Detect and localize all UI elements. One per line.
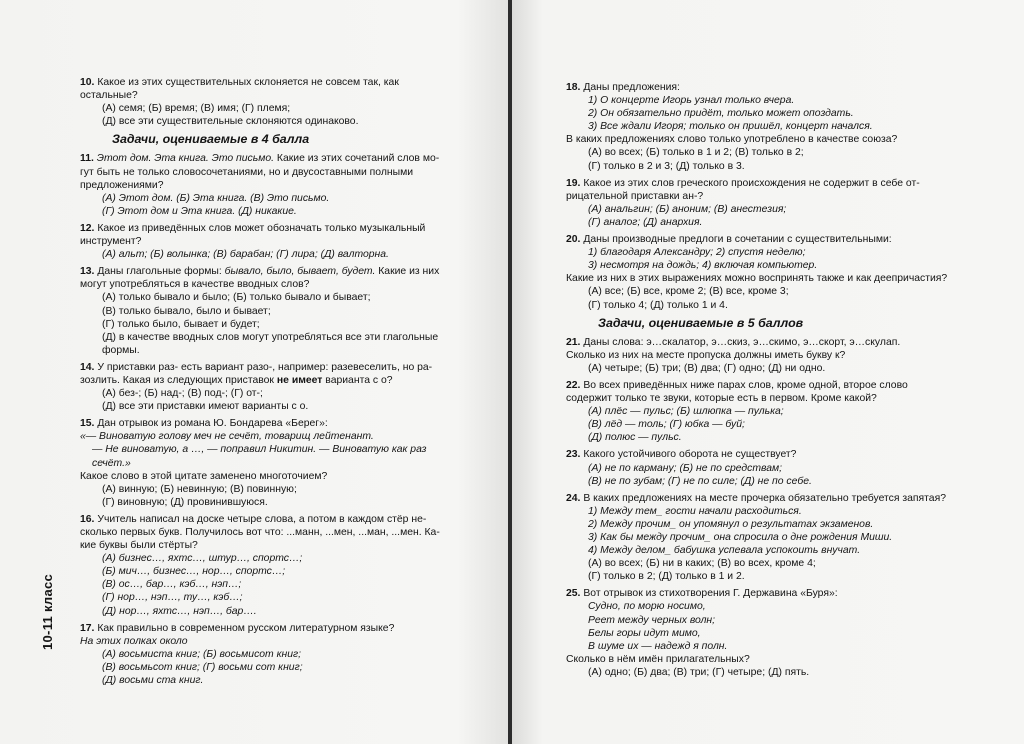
answer-options: (Д) нор…, яхтс…, нэп…, бар….	[102, 605, 257, 617]
question-number: 22.	[566, 379, 581, 391]
question-25	[566, 587, 952, 679]
question-21	[566, 336, 952, 375]
answer-options: (Г) только в 2 и 3; (Д) только в 3.	[588, 160, 745, 172]
question-number: 12.	[80, 222, 95, 234]
question-phrase: бывало, было, бывает, будет.	[224, 266, 376, 278]
question-text: Даны производные предлоги в сочетании с существительными:	[583, 234, 892, 246]
question-text: Как правильно в современном русском литературном языке?	[97, 622, 395, 634]
sentence: 3) Все ждали Игоря; только он пришёл, концерт начался.	[588, 121, 873, 133]
question-text: Какие из этих сочетаний слов мо-	[274, 153, 440, 165]
answer-options: (А) во всех; (Б) ни в каких; (В) во всех, кроме 4;	[588, 558, 816, 570]
question-number: 16.	[80, 513, 95, 525]
question-text: Какое из приведённых слов может обозначать только музыкальный	[97, 222, 426, 234]
question-text: Какие из них в этих выражениях можно воспринять также и как деепричастия?	[566, 273, 948, 285]
sentence: 4) Между делом_ бабушка успевала успокоить внучат.	[588, 545, 861, 557]
quote-line: «— Виноватую голову меч не сечёт, товарищ лейтенант.	[80, 431, 374, 443]
answer-options: (Г) виновную; (Д) провинившуюся.	[102, 496, 268, 508]
answer-options: (А) Этот дом. (Б) Эта книга. (В) Это письмо.	[102, 192, 330, 204]
answer-options: (В) лёд — толь; (Г) юбка — буй;	[588, 419, 745, 431]
question-text: Какое слово в этой цитате заменено многоточием?	[80, 470, 328, 482]
answer-options: (Г) только было, бывает и будет;	[102, 318, 260, 330]
sentence: 2) Он обязательно придёт, только может опоздать.	[588, 108, 854, 120]
section-heading-5: Задачи, оцениваемые в 5 баллов	[598, 315, 804, 330]
question-10	[80, 76, 452, 128]
question-text: Какого устойчивого оборота не существует?	[583, 449, 797, 461]
quote-line: сечёт.»	[92, 457, 131, 469]
question-24	[566, 492, 952, 584]
answer-options: (Г) аналог; (Д) анархия.	[588, 216, 703, 228]
answer-options: (В) не по зубам; (Г) не по силе; (Д) не по себе.	[588, 475, 812, 487]
answer-options: (Д) все эти существительные склоняются одинаково.	[102, 116, 359, 128]
question-number: 14.	[80, 361, 95, 373]
grade-label: 10-11 класс	[40, 573, 55, 650]
question-19	[566, 177, 952, 229]
question-number: 24.	[566, 492, 581, 504]
question-text: Дан отрывок из романа Ю. Бондарева «Берег»:	[97, 418, 328, 430]
question-text: Даны слова: э…скалатор, э…скиз, э…скимо, э…скорт, э…скулап.	[583, 336, 901, 348]
sentence: 1) благодаря Александру; 2) спустя неделю;	[588, 247, 806, 259]
answer-options: (А) восьмиста книг; (Б) восьмисот книг;	[102, 648, 302, 660]
sentence: 1) Между тем_ гости начали расходиться.	[588, 505, 802, 517]
question-number: 11.	[80, 153, 94, 165]
answer-options: (Г) только в 2; (Д) только в 1 и 2.	[588, 571, 745, 583]
sentence: 3) Как бы между прочим_ она спросила о дне рождения Миши.	[588, 532, 893, 543]
question-text: В каких предложениях на месте прочерка обязательно требуется запятая?	[583, 492, 946, 504]
question-text: гут быть не только словосочетаниями, но и двусоставными полными	[80, 166, 414, 178]
question-number: 17.	[80, 622, 95, 634]
question-18	[566, 81, 952, 173]
question-text: Учитель написал на доске четыре слова, а потом в каждом стёр не-	[97, 513, 427, 525]
question-text: В каких предложениях слово только употреблено в качестве союза?	[566, 134, 898, 146]
answer-options: (А) плёс — пульс; (Б) шлюпка — пулька;	[588, 406, 784, 418]
question-text: варианта с о?	[325, 374, 393, 386]
sentence: 1) О концерте Игорь узнал только вчера.	[588, 95, 795, 107]
answer-options: (А) все; (Б) все, кроме 2; (В) все, кроме 3;	[588, 286, 789, 298]
question-number: 25.	[566, 588, 581, 600]
question-14	[80, 361, 452, 413]
answer-options: (Г) Этот дом и Эта книга. (Д) никакие.	[102, 205, 297, 217]
question-text: предложениями?	[80, 179, 164, 191]
answer-options: (В) только бывало, было и бывает;	[102, 305, 271, 317]
poem-line: Белы горы идут мимо,	[588, 627, 701, 639]
answer-options: (В) восьмьсот книг; (Г) восьми сот книг;	[102, 661, 303, 673]
right-page	[512, 0, 1024, 744]
question-text: кие буквы были стёрты?	[80, 540, 198, 552]
answer-options: (А) не по карману; (Б) не по средствам;	[588, 462, 782, 474]
answer-options: (В) ос…, бар…, кэб…, нэп…;	[102, 579, 242, 591]
sentence: 2) Между прочим_ он упомянул о результатах экзаменов.	[588, 518, 874, 530]
answer-options: (А) четыре; (Б) три; (В) два; (Г) одно; (Д) ни одно.	[588, 362, 826, 374]
question-12	[80, 222, 452, 261]
answer-options: (А) винную; (Б) невинную; (В) повинную;	[102, 483, 297, 495]
question-number: 23.	[566, 449, 581, 461]
question-16	[80, 513, 452, 618]
question-text: Сколько в нём имён прилагательных?	[566, 653, 750, 665]
question-text: Даны глагольные формы:	[97, 266, 225, 278]
question-text: У приставки раз- есть вариант разо-, например: разевеселить, но ра-	[97, 361, 433, 373]
answer-options: (А) семя; (Б) время; (В) имя; (Г) племя;	[102, 103, 291, 115]
question-text: Какое из этих слов греческого происхождения не содержит в себе от-	[583, 177, 920, 189]
question-number: 13.	[80, 266, 95, 278]
question-number: 21.	[566, 336, 581, 348]
answer-options: (А) анальгин; (Б) аноним; (В) анестезия;	[588, 203, 787, 215]
answer-options: (А) только бывало и было; (Б) только бывало и бывает;	[102, 292, 371, 304]
question-text: содержит только те звуки, которые есть в первом. Кроме какой?	[566, 393, 877, 405]
question-15	[80, 417, 452, 509]
question-number: 18.	[566, 82, 581, 93]
poem-line: Реет между черных волн;	[588, 614, 716, 626]
question-text: могут употребляться в качестве вводных слов?	[80, 279, 310, 291]
question-text: Сколько из них на месте пропуска должны иметь букву к?	[566, 349, 846, 361]
answer-options: формы.	[102, 344, 140, 356]
question-text: Какое из этих существительных склоняется не совсем так, как остальные?	[80, 77, 399, 102]
question-text: Во всех приведённых ниже парах слов, кроме одной, второе слово	[583, 379, 908, 391]
answer-options: (Д) полюс — пульс.	[588, 432, 682, 444]
answer-options: (А) альт; (Б) волынка; (В) барабан; (Г) лира; (Д) валторна.	[102, 249, 389, 261]
answer-options: (Б) мич…, бизнес…, нор…, спортс…;	[102, 566, 286, 578]
section-heading-4: Задачи, оцениваемые в 4 балла	[112, 132, 310, 147]
question-number: 19.	[566, 177, 581, 189]
question-text: сколько первых букв. Получилось вот что: ...манн, ...мен, ...ман, ...мен. Ка-	[80, 527, 440, 538]
question-text: Какие из них	[375, 266, 440, 278]
quote-line: — Не виноватую, а …, — поправил Никитин. — Виноватую как раз	[92, 444, 427, 456]
question-number: 20.	[566, 234, 581, 246]
answer-options: (Д) все эти приставки имеют варианты с о.	[102, 401, 309, 413]
question-text: инструмент?	[80, 236, 142, 248]
answer-options: (А) одно; (Б) два; (В) три; (Г) четыре; (Д) пять.	[588, 666, 810, 678]
right-column	[566, 81, 952, 683]
answer-options: (А) во всех; (Б) только в 1 и 2; (В) только в 2;	[588, 147, 804, 159]
question-emphasis: не имеет	[273, 374, 326, 386]
answer-options: (Г) нор…, нэп…, ту…, кэб…;	[102, 592, 243, 604]
answer-options: (А) бизнес…, яхтс…, штур…, спортс…;	[102, 553, 303, 565]
sentence: 3) несмотря на дождь; 4) включая компьютер.	[588, 260, 818, 272]
question-17	[80, 622, 452, 687]
left-column	[80, 76, 452, 691]
question-11	[80, 152, 452, 217]
question-text: зозлить. Какая из следующих приставок	[80, 374, 274, 386]
question-text: Даны предложения:	[583, 82, 680, 93]
question-13	[80, 265, 452, 357]
question-23	[566, 448, 952, 487]
question-text: Вот отрывок из стихотворения Г. Державина «Буря»:	[583, 588, 838, 600]
question-20	[566, 233, 952, 312]
answer-options: (Д) восьми ста книг.	[102, 675, 204, 687]
left-page	[0, 0, 508, 744]
answer-options: (Г) только 4; (Д) только 1 и 4.	[588, 299, 728, 311]
poem-line: Судно, по морю носимо,	[588, 601, 706, 613]
answer-options: (А) без-; (Б) над-; (В) под-; (Г) от-;	[102, 388, 263, 400]
question-22	[566, 379, 952, 444]
question-text: На этих полках около	[80, 635, 188, 647]
question-text: рицательной приставки ан-?	[566, 190, 704, 202]
answer-options: (Д) в качестве вводных слов могут употребляться все эти глагольные	[102, 331, 439, 343]
question-number: 10.	[80, 77, 95, 88]
question-number: 15.	[80, 418, 95, 430]
poem-line: В шуме их — надежд я полн.	[588, 640, 728, 652]
question-phrase: Этот дом. Эта книга. Это письмо.	[96, 153, 274, 165]
